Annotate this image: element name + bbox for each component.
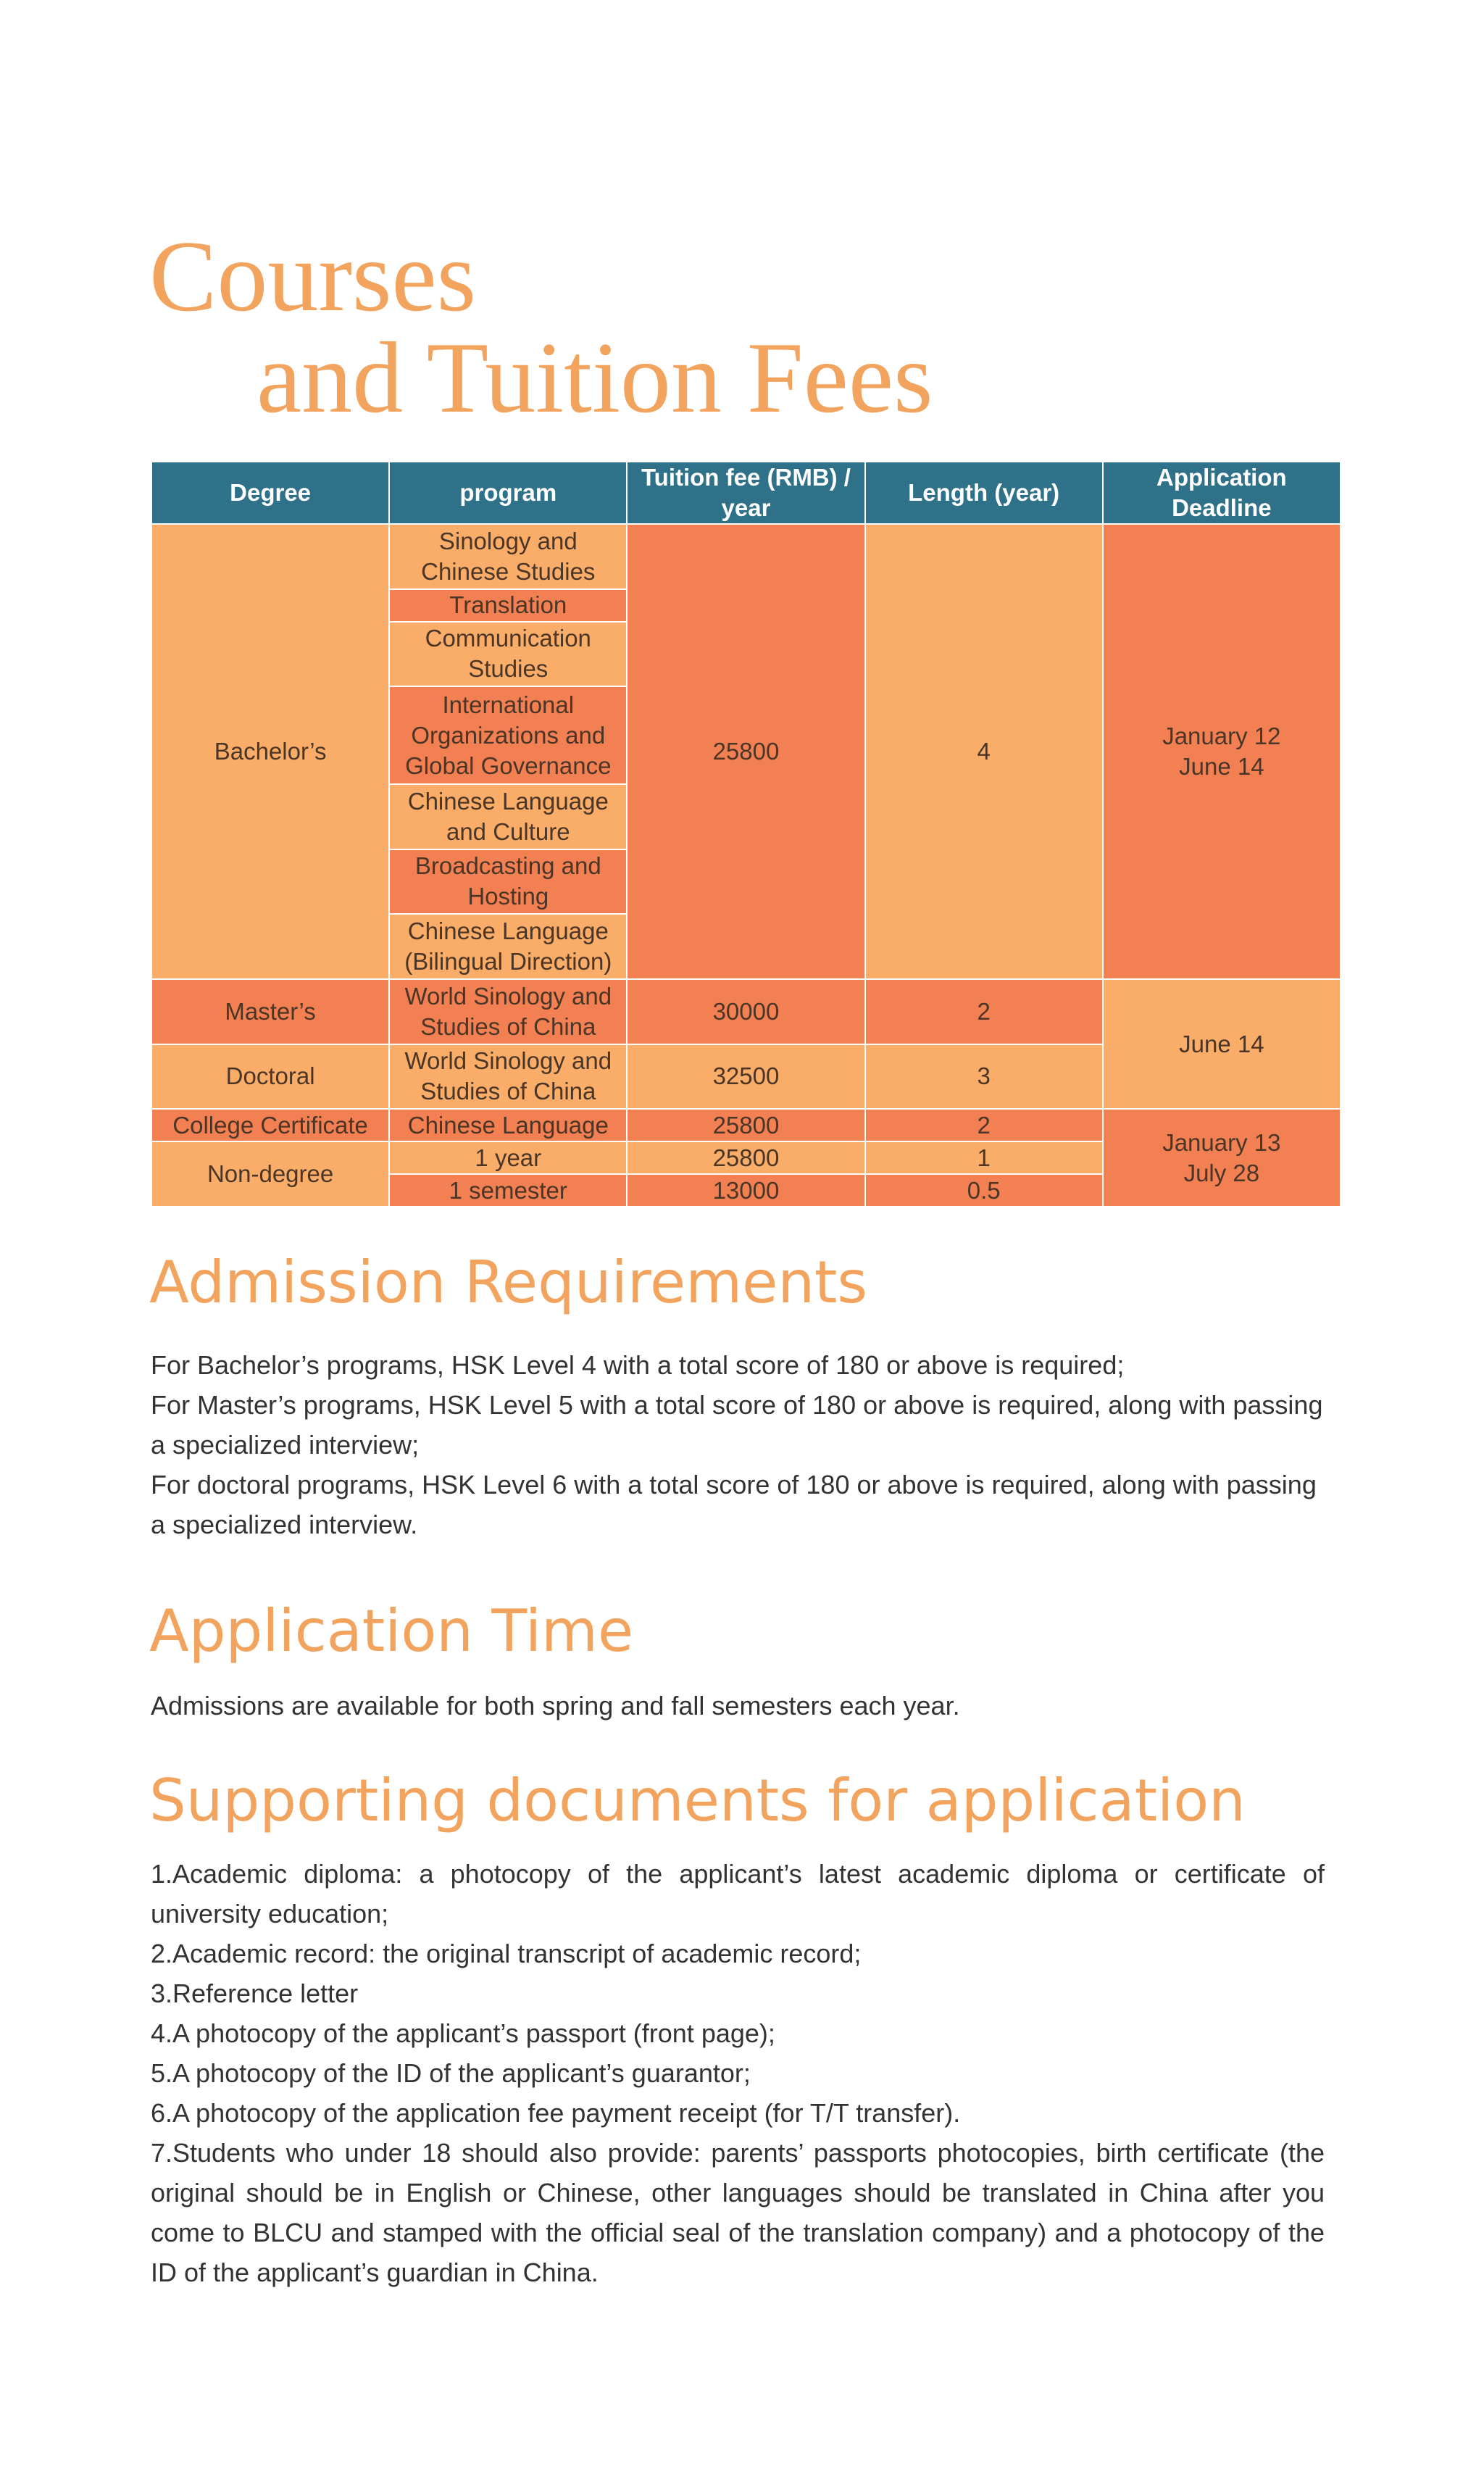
length-cell: 2: [865, 979, 1103, 1044]
page-title-line-2: and Tuition Fees: [257, 322, 933, 434]
fee-cell: 13000: [627, 1174, 864, 1207]
program-cell: Translation: [389, 589, 627, 622]
program-cell: Broadcasting and Hosting: [389, 849, 627, 915]
supporting-documents-heading: Supporting documents for application: [149, 1767, 1246, 1834]
fee-cell: 30000: [627, 979, 864, 1044]
table-row: [151, 524, 1341, 589]
supporting-documents-list: [151, 1854, 1325, 2292]
header-deadline: Application Deadline: [1103, 462, 1341, 524]
list-item: 2.Academic record: the original transcript of academic record;: [151, 1939, 862, 1968]
program-cell: 1 year: [389, 1141, 627, 1174]
program-cell: 1 semester: [389, 1174, 627, 1207]
program-cell: World Sinology and Studies of China: [389, 1044, 627, 1110]
list-item: 6.A photocopy of the application fee payment receipt (for T/T transfer).: [151, 2098, 961, 2128]
program-cell: Chinese Language: [389, 1109, 627, 1141]
table-row: [151, 979, 1341, 1044]
fee-cell: 25800: [627, 1109, 864, 1141]
degree-cell-masters: Master’s: [151, 979, 389, 1044]
header-degree: Degree: [151, 462, 389, 524]
program-cell: Communication Studies: [389, 622, 627, 687]
admission-heading: Admission Requirements: [149, 1249, 868, 1316]
deadline-cell: June 14: [1103, 979, 1341, 1109]
list-item: 5.A photocopy of the ID of the applicant’s guarantor;: [151, 2058, 751, 2088]
header-tuition-fee: Tuition fee (RMB) / year: [627, 462, 864, 524]
page-title-line-1: Courses: [149, 220, 477, 333]
application-time-line: Admissions are available for both spring and fall semesters each year.: [151, 1691, 960, 1721]
list-item: 4.A photocopy of the applicant’s passport (front page);: [151, 2018, 775, 2048]
application-time-text: [151, 1686, 1325, 1726]
program-cell: Sinology and Chinese Studies: [389, 524, 627, 589]
degree-cell-college: College Certificate: [151, 1109, 389, 1141]
degree-cell-bachelor: Bachelor’s: [151, 524, 389, 979]
fee-cell: 32500: [627, 1044, 864, 1110]
length-cell: 2: [865, 1109, 1103, 1141]
degree-cell-nondegree: Non-degree: [151, 1141, 389, 1207]
length-cell: 4: [865, 524, 1103, 979]
program-cell: Chinese Language and Culture: [389, 784, 627, 849]
table-header-row: [151, 462, 1341, 524]
fee-cell: 25800: [627, 1141, 864, 1174]
admission-line: For doctoral programs, HSK Level 6 with a total score of 180 or above is required, along with passing a specialized interview.: [151, 1470, 1317, 1539]
deadline-cell: January 13 July 28: [1103, 1109, 1341, 1207]
admission-line: For Master’s programs, HSK Level 5 with a total score of 180 or above is required, along with passing a specialized interview;: [151, 1390, 1323, 1460]
fee-cell: 25800: [627, 524, 864, 979]
degree-cell-doctoral: Doctoral: [151, 1044, 389, 1110]
admission-text: [151, 1345, 1325, 1544]
header-program: program: [389, 462, 627, 524]
page-title: [149, 220, 933, 434]
deadline-cell: January 12 June 14: [1103, 524, 1341, 979]
admission-line: For Bachelor’s programs, HSK Level 4 with a total score of 180 or above is required;: [151, 1350, 1125, 1380]
program-cell: World Sinology and Studies of China: [389, 979, 627, 1044]
program-cell: International Organizations and Global Governance: [389, 686, 627, 784]
list-item: 3.Reference letter: [151, 1979, 359, 2008]
program-cell: Chinese Language (Bilingual Direction): [389, 914, 627, 979]
application-time-heading: Application Time: [149, 1597, 634, 1665]
length-cell: 3: [865, 1044, 1103, 1110]
length-cell: 1: [865, 1141, 1103, 1174]
list-item: 1.Academic diploma: a photocopy of the applicant’s latest academic diploma or certificate of university education;: [151, 1859, 1325, 1929]
tuition-table: [151, 461, 1341, 1207]
list-item: 7.Students who under 18 should also provide: parents’ passports photocopies, birth certificate (the original should be in English or Chinese, other languages should be translated in China after you come to BLCU and stamped with the official seal of the translation company) and a photocopy of the ID of the applicant’s guardian in China.: [151, 2138, 1325, 2287]
length-cell: 0.5: [865, 1174, 1103, 1207]
header-length: Length (year): [865, 462, 1103, 524]
table-row: [151, 1109, 1341, 1141]
